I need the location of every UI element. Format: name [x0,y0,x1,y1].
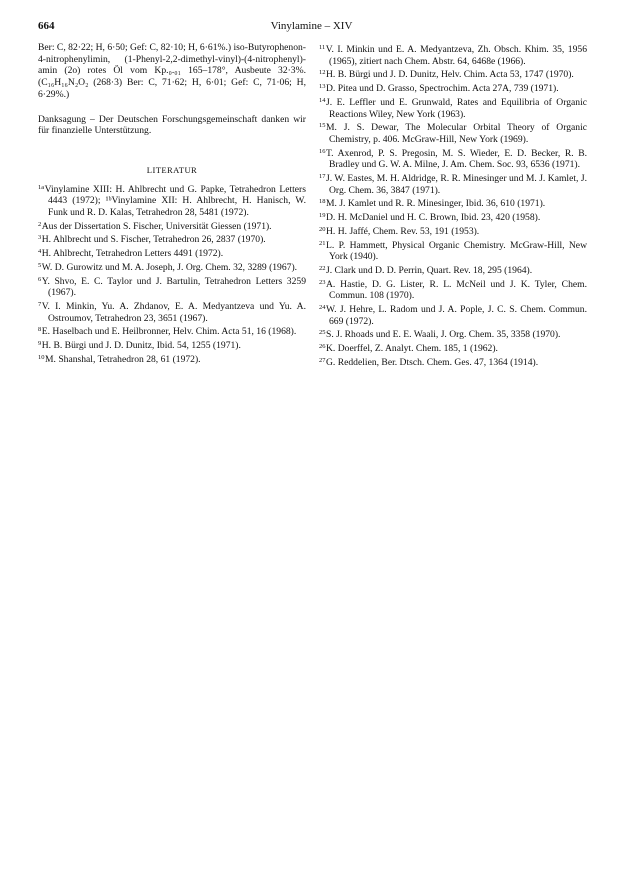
reference-text: Aus der Dissertation S. Fischer, Universität Giessen (1971). [41,220,272,232]
reference-text: W. D. Gurowitz und M. A. Joseph, J. Org. Chem. 32, 3289 (1967). [41,261,298,273]
reference-text: J. Clark und D. D. Perrin, Quart. Rev. 18, 295 (1964). [326,264,533,276]
reference-text: S. J. Rhoads und E. E. Waali, J. Org. Chem. 35, 3358 (1970). [326,329,561,341]
reference-number: 10 [38,353,45,361]
reference-item [319,95,587,120]
reference-number: 23 [319,278,326,286]
reference-number: 26 [319,343,326,351]
reference-item [38,299,306,324]
right-column [319,42,587,369]
reference-text: V. I. Minkin und E. A. Medyantzeva, Zh. Obsch. Khim. 35, 1956 (1965), zitiert nach Chem. Abstr. 64, 6468e (1966). [325,44,587,67]
reference-text: G. Reddelien, Ber. Dtsch. Chem. Ges. 47, 1364 (1914). [326,356,539,368]
reference-item [319,146,587,171]
reference-number: 20 [319,225,326,233]
running-head: Vinylamine – XIV [270,20,353,32]
reference-number: 14 [319,96,326,104]
reference-item [319,341,587,355]
reference-text: K. Doerffel, Z. Analyt. Chem. 185, 1 (1962). [326,343,498,355]
reference-item [38,260,306,274]
reference-text: M. J. Kamlet und R. R. Minesinger, Ibid. 36, 610 (1971). [326,198,546,210]
reference-number: 8 [38,326,42,334]
reference-item [38,182,306,219]
page-number: 664 [38,20,55,32]
reference-list-left [38,182,306,366]
reference-text: V. I. Minkin, Yu. A. Zhdanov, E. A. Medyantzeva und Yu. A. Ostroumov, Tetrahedron 23, 3651 (1967). [41,300,306,324]
reference-number: 21 [319,239,326,247]
reference-text: J. W. Eastes, M. H. Aldridge, R. R. Minesinger und M. J. Kamlet, J. Org. Chem. 36, 3847 (1971). [326,173,587,196]
references-heading: LITERATUR [146,164,198,175]
reference-text: H. Ahlbrecht, Tetrahedron Letters 4491 (1972). [41,248,224,260]
reference-text: Vinylamine XIII: H. Ahlbrecht und G. Papke, Tetrahedron Letters 4443 (1972); ¹ᵇVinylamine XII: H. Ahlbrecht, H. Hanisch, W. Funk und R. D. Kalas, Tetrahedron 28, 5481 (1972). [44,183,306,219]
reference-text: D. Pitea und D. Grasso, Spectrochim. Acta 27A, 739 (1971). [326,83,559,95]
page-header [38,20,585,34]
reference-item [38,338,306,352]
reference-item [319,224,587,238]
reference-number: 6 [38,275,42,283]
reference-number: 22 [319,264,326,272]
reference-number: 18 [319,198,326,206]
reference-number: 2 [38,220,42,228]
reference-number: 11 [319,44,326,51]
reference-item [319,196,587,210]
reference-item [38,232,306,246]
reference-number: 13 [319,83,326,91]
reference-item [319,210,587,224]
reference-item [38,219,306,233]
reference-number: 25 [319,329,326,337]
reference-text: D. H. McDaniel und H. C. Brown, Ibid. 23, 420 (1958). [326,212,541,224]
reference-text: E. Haselbach und E. Heilbronner, Helv. Chim. Acta 51, 16 (1968). [41,326,297,338]
reference-number: 16 [319,147,326,155]
reference-number: 5 [38,261,42,269]
reference-number: 4 [38,248,42,256]
reference-item [38,352,306,366]
reference-number: 7 [38,300,42,308]
reference-number: 27 [319,356,326,364]
reference-item [319,277,587,302]
reference-number: 1a [38,183,45,191]
reference-list-right [319,42,587,369]
reference-text: M. J. S. Dewar, The Molecular Orbital Theory of Organic Chemistry, p. 406. McGraw-Hill, New York (1969). [326,122,587,145]
reference-text: H. Ahlbrecht und S. Fischer, Tetrahedron 26, 2837 (1970). [41,234,266,246]
reference-item [319,355,587,369]
reference-item [38,274,306,299]
reference-item [38,246,306,260]
reference-item [319,302,587,327]
reference-text: W. J. Hehre, L. Radom und J. A. Pople, J. C. S. Chem. Commun. 669 (1972). [326,304,587,327]
reference-item [319,42,587,67]
reference-number: 9 [38,340,42,348]
reference-item [319,263,587,277]
reference-text: T. Axenrod, P. S. Pregosin, M. S. Wieder, E. D. Becker, R. B. Bradley und G. W. A. Milne, J. Am. Chem. Soc. 93, 6536 (1971). [326,147,587,171]
reference-item [319,238,587,263]
experimental-paragraph: Ber: C, 82·22; H, 6·50; Gef: C, 82·10; H, 6·61%.) iso-Butyrophenon-4-nitrophenylimin, (1-Phenyl-2,2-dimethyl-vinyl)-(4-nitrophenyl)-amin (2o) rotes Öl vom Kp.₀.₀₁ 165–178°, Ausbeute 32·3%. (C₁₆H₁₆N₂O₂ (268·3) Ber: C, 71·62; H, 6·01; Gef: C, 71·06; H, 6·29%.) [38,42,306,100]
reference-text: M. Shanshal, Tetrahedron 28, 61 (1972). [45,353,201,365]
reference-text: H. B. Bürgi und J. D. Dunitz, Helv. Chim. Acta 53, 1747 (1970). [326,69,574,81]
reference-text: A. Hastie, D. G. Lister, R. L. McNeil und J. K. Tyler, Chem. Commun. 108 (1970). [326,278,587,302]
reference-number: 12 [319,69,326,77]
reference-item [319,67,587,81]
reference-text: H. H. Jaffé, Chem. Rev. 53, 191 (1953). [326,225,480,237]
reference-number: 24 [319,304,326,312]
reference-text: J. E. Leffler und E. Grunwald, Rates and Equilibria of Organic Reactions Wiley, New York (1963). [326,96,587,120]
reference-text: L. P. Hammett, Physical Organic Chemistry. McGraw-Hill, New York (1940). [326,239,587,263]
reference-number: 3 [38,234,42,242]
reference-number: 19 [319,212,326,220]
reference-text: H. B. Bürgi und J. D. Dunitz, Ibid. 54, 1255 (1971). [41,340,241,352]
left-column [38,42,306,365]
reference-item [319,81,587,95]
reference-number: 17 [319,173,326,181]
reference-number: 15 [319,122,326,130]
acknowledgment: Danksagung – Der Deutschen Forschungsgemeinschaft danken wir für finanzielle Unterstützung. [38,113,306,137]
reference-text: Y. Shvo, E. C. Taylor und J. Bartulin, Tetrahedron Letters 3259 (1967). [41,275,306,299]
reference-item [319,120,587,145]
reference-item [319,327,587,341]
reference-item [319,171,587,196]
reference-item [38,324,306,338]
